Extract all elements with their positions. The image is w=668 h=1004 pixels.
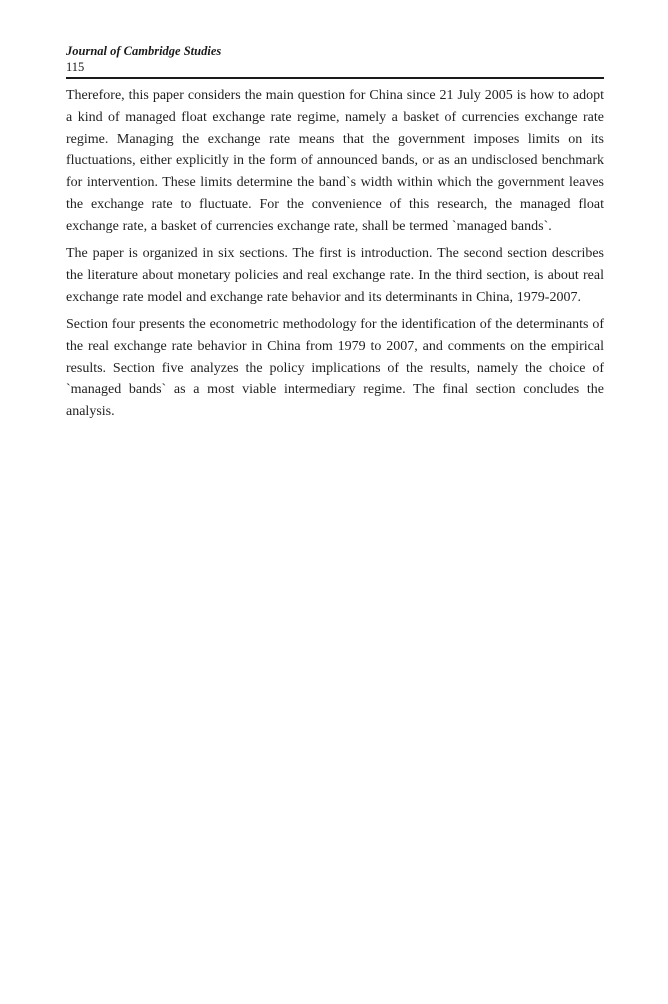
page-number: 115 bbox=[66, 60, 85, 74]
page-header bbox=[66, 44, 604, 79]
header-rule bbox=[66, 77, 604, 79]
paragraph-2: The paper is organized in six sections. The first is introduction. The second section describes the literature about monetary policies and real exchange rate. In the third section, is about real exchange rate model and exchange rate behavior and its determinants in China, 1979-2007. bbox=[66, 246, 604, 305]
paragraph-3: Section four presents the econometric methodology for the identification of the determinants of the real exchange rate behavior in China from 1979 to 2007, and comments on the empirical results. Section five analyzes the policy implications of the results, namely the choice of `managed bands` as a most viable intermediary regime. The final section concludes the analysis. bbox=[66, 316, 604, 420]
page-content bbox=[66, 44, 604, 428]
journal-title: Journal of Cambridge Studies bbox=[66, 44, 222, 58]
paragraph-1: Therefore, this paper considers the main question for China since 21 July 2005 is how to adopt a kind of managed float exchange rate regime, namely a basket of currencies exchange rate regime. Managing the exchange rate means that the government imposes limits on its fluctuations, either explicitly in the form of announced bands, or as an undisclosed benchmark for intervention. These limits determine the band`s width within which the government leaves the exchange rate to fluctuate. For the convenience of this research, the managed float exchange rate, a basket of currencies exchange rate, shall be termed `managed bands`. bbox=[66, 88, 604, 234]
article-body bbox=[66, 85, 604, 423]
